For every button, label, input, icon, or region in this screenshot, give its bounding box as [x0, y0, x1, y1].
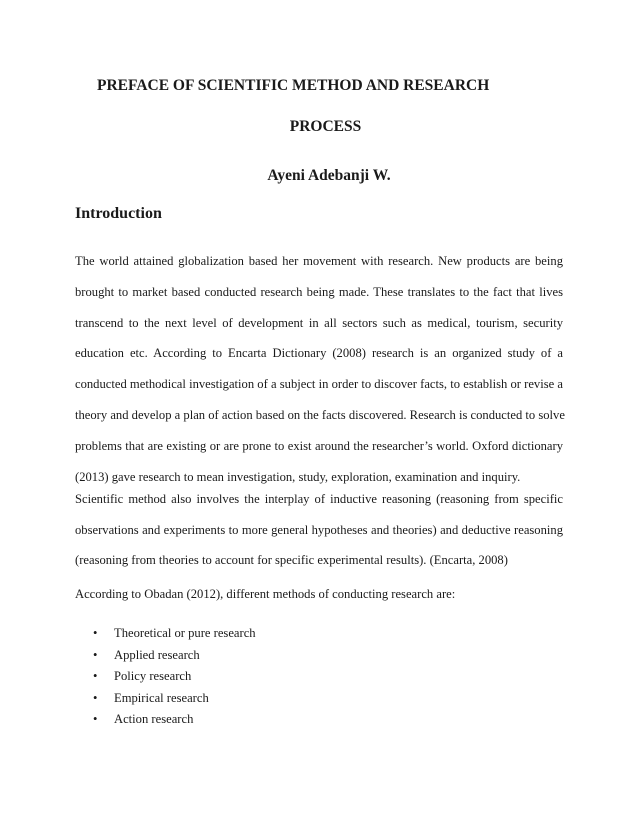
author-name: Ayeni Adebanji W. [267, 167, 391, 184]
paragraph-line: Scientific method also involves the interplay of inductive reasoning (reasoning from specific [75, 492, 563, 506]
paragraph-line: education etc. According to Encarta Dictionary (2008) research is an organized study of a [75, 346, 563, 361]
list-item-label: Action research [114, 712, 194, 727]
paragraph-line: theory and develop a plan of action based on the facts discovered. Research is conducted to solve [75, 408, 565, 422]
list-item-label: Empirical research [114, 690, 209, 705]
bullet-icon: • [93, 712, 98, 727]
paragraph-line: According to Obadan (2012), different methods of conducting research are: [75, 587, 456, 601]
list-item-label: Policy research [114, 669, 192, 684]
document-title-line-2: PROCESS [289, 118, 362, 135]
list-item-label: Theoretical or pure research [114, 626, 256, 640]
bullet-icon: • [93, 626, 98, 640]
paragraph-line: The world attained globalization based her movement with research. New products are being [75, 254, 563, 268]
paragraph-line: (reasoning from theories to account for specific experimental results). (Encarta, 2008) [75, 553, 508, 567]
document-title-line-1: PREFACE OF SCIENTIFIC METHOD AND RESEARCH [97, 77, 490, 94]
bullet-icon: • [93, 690, 98, 705]
paragraph-line: (2013) gave research to mean investigation, study, exploration, examination and inquiry. [75, 469, 521, 484]
list-item-label: Applied research [114, 647, 200, 662]
paragraph-line: problems that are existing or are prone to exist around the researcher’s world. Oxford dictionary [75, 438, 563, 453]
paragraph-line: observations and experiments to more general hypotheses and theories) and deductive reasoning [75, 522, 563, 537]
paragraph-line: transcend to the next level of development in all sectors such as medical, tourism, security [75, 315, 563, 330]
bullet-icon: • [93, 669, 98, 684]
section-heading: Introduction [75, 205, 162, 222]
paragraph-line: conducted methodical investigation of a subject in order to discover facts, to establish or revise a [75, 377, 563, 392]
paragraph-line: brought to market based conducted research being made. These translates to the fact that lives [75, 284, 563, 299]
bullet-icon: • [93, 647, 98, 662]
